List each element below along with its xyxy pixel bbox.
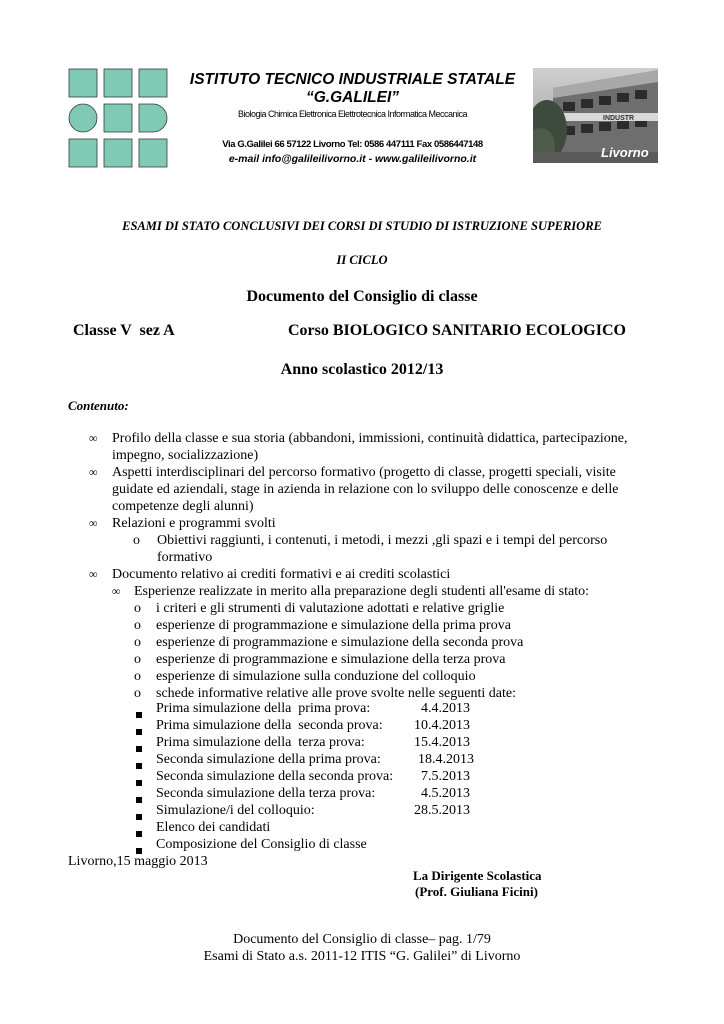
list-item-obiettivi-line2: formativo	[157, 550, 213, 565]
list-item-esperienze: Esperienze realizzate in merito alla preparazione degli studenti all'esame di stato:	[134, 584, 589, 599]
infinity-bullet: ∞	[89, 516, 98, 530]
school-name-galilei: “G.GALILEI”	[306, 89, 399, 106]
list-item-aspetti-line2: guidate ed aziendali, stage in azienda in relazione con lo sviluppo delle conoscenze e delle	[112, 482, 619, 497]
square-bullet	[136, 797, 142, 803]
simulation-label: Seconda simulazione della terza prova:	[156, 786, 376, 801]
sub-item: esperienze di programmazione e simulazione della terza prova	[156, 652, 506, 667]
sub-item: esperienze di programmazione e simulazione della prima prova	[156, 618, 511, 633]
contents-label: Contenuto:	[68, 398, 129, 413]
course-label: Corso BIOLOGICO SANITARIO ECOLOGICO	[288, 322, 626, 339]
list-item-relazioni: Relazioni e programmi svolti	[112, 516, 276, 531]
list-item-profilo-line2: impegno, socializzazione)	[112, 448, 259, 463]
footer-page-info: Documento del Consiglio di classe– pag. 1/79	[233, 932, 491, 947]
signature-name: (Prof. Giuliana Ficini)	[415, 884, 538, 899]
list-item-profilo-line1: Profilo della classe e sua storia (abbandoni, immissioni, continuità didattica, partecipazione,	[112, 431, 628, 446]
photo-caption: Livorno	[601, 145, 649, 160]
sub-item: esperienze di simulazione sulla conduzione del colloquio	[156, 669, 476, 684]
square-bullet	[136, 729, 142, 735]
simulation-date: 4.4.2013	[421, 701, 470, 716]
simulation-label: Simulazione/i del colloquio:	[156, 803, 315, 818]
simulation-date: 15.4.2013	[414, 735, 470, 750]
circle-bullet: o	[134, 686, 141, 701]
square-bullet	[136, 780, 142, 786]
square-bullet	[136, 831, 142, 837]
list-item-candidati: Elenco dei candidati	[156, 820, 271, 835]
list-item-crediti: Documento relativo ai crediti formativi e ai crediti scolastici	[112, 567, 451, 582]
circle-bullet: o	[134, 601, 141, 616]
circle-bullet: o	[134, 635, 141, 650]
school-year: Anno scolastico 2012/13	[280, 361, 444, 378]
photo-sign-text: INDUSTR	[603, 115, 635, 122]
square-bullet	[136, 763, 142, 769]
simulation-label: Seconda simulazione della prima prova:	[156, 752, 381, 767]
simulation-date: 10.4.2013	[414, 718, 470, 733]
sub-item: esperienze di programmazione e simulazione della seconda prova	[156, 635, 524, 650]
circle-bullet: o	[134, 618, 141, 633]
simulation-label: Prima simulazione della prima prova:	[156, 701, 371, 716]
list-item-obiettivi-line1: Obiettivi raggiunti, i contenuti, i metodi, i mezzi ,gli spazi e i tempi del percorso	[157, 533, 608, 548]
square-bullet	[136, 746, 142, 752]
school-address: Via G.Galilei 66 57122 Livorno Tel: 0586 447111 Fax 0586447148	[222, 139, 483, 150]
class-label: Classe V sez A	[73, 322, 175, 339]
circle-bullet: o	[134, 669, 141, 684]
simulation-date: 18.4.2013	[418, 752, 474, 767]
infinity-bullet: ∞	[89, 567, 98, 581]
simulation-date: 7.5.2013	[421, 769, 470, 784]
document-title: Documento del Consiglio di classe	[246, 288, 478, 305]
place-date: Livorno,15 maggio 2013	[68, 854, 208, 869]
infinity-bullet: ∞	[112, 584, 121, 598]
school-departments: Biologia Chimica Elettronica Elettrotecnica Informatica Meccanica	[237, 109, 468, 119]
footer-exam-info: Esami di Stato a.s. 2011-12 ITIS “G. Galilei” di Livorno	[203, 949, 521, 964]
infinity-bullet: ∞	[89, 465, 98, 479]
simulation-date: 4.5.2013	[421, 786, 470, 801]
simulation-date: 28.5.2013	[414, 803, 470, 818]
exam-title: ESAMI DI STATO CONCLUSIVI DEI CORSI DI STUDIO DI ISTRUZIONE SUPERIORE	[122, 219, 602, 233]
simulation-label: Prima simulazione della seconda prova:	[156, 718, 383, 733]
circle-bullet: o	[133, 533, 140, 548]
square-bullet	[136, 712, 142, 718]
sub-item: i criteri e gli strumenti di valutazione adottati e relative griglie	[156, 601, 505, 616]
list-item-consiglio: Composizione del Consiglio di classe	[156, 837, 367, 852]
school-building-photo	[533, 68, 658, 163]
list-item-aspetti-line1: Aspetti interdisciplinari del percorso formativo (progetto di classe, progetti speciali, visite	[112, 465, 616, 480]
school-logo	[68, 68, 168, 168]
school-contacts: e-mail info@galileilivorno.it - www.galileilivorno.it	[228, 153, 477, 165]
simulation-label: Prima simulazione della terza prova:	[156, 735, 365, 750]
sub-item: schede informative relative alle prove svolte nelle seguenti date:	[156, 686, 516, 701]
school-name: ISTITUTO TECNICO INDUSTRIALE STATALE	[189, 71, 516, 88]
infinity-bullet: ∞	[89, 431, 98, 445]
square-bullet	[136, 814, 142, 820]
circle-bullet: o	[134, 652, 141, 667]
signature-role: La Dirigente Scolastica	[413, 868, 542, 883]
cycle-label: II CICLO	[336, 253, 388, 267]
list-item-aspetti-line3: competenze degli alunni)	[112, 499, 254, 514]
simulation-label: Seconda simulazione della seconda prova:	[156, 769, 394, 784]
